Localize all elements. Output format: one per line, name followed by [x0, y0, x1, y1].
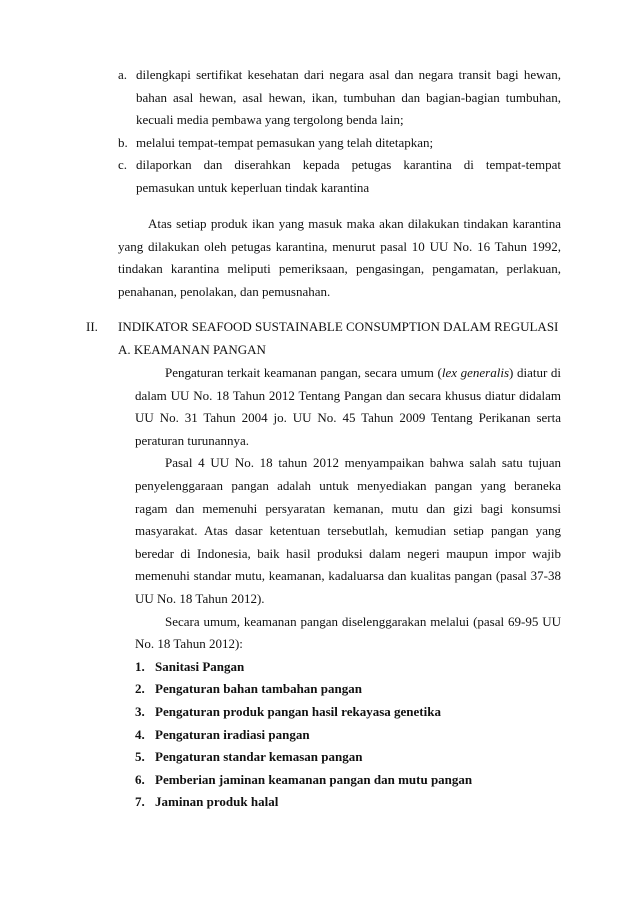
list-marker: 4.: [135, 726, 145, 742]
list-marker: 2.: [135, 681, 145, 697]
paragraph-pengaturan: [135, 362, 561, 452]
list-marker: 6.: [135, 771, 145, 787]
list-marker: 3.: [135, 703, 145, 719]
list-text: Jaminan produk halal: [155, 794, 279, 810]
subsection-title: KEAMANAN PANGAN: [133, 342, 266, 357]
list-marker: 5.: [135, 749, 145, 765]
italic-term: lex generalis: [441, 365, 510, 380]
list-marker: 7.: [135, 794, 145, 810]
list-item: [135, 701, 561, 724]
section-title: INDIKATOR SEAFOOD SUSTAINABLE CONSUMPTION DALAM REGULASI: [118, 319, 559, 334]
list-marker: 1.: [135, 658, 145, 674]
list-item: [135, 724, 561, 747]
paragraph-pasal-4: Pasal 4 UU No. 18 tahun 2012 menyampaikan bahwa salah satu tujuan penyelenggaraan pangan adalah untuk menyediakan pangan yang beraneka ragam dan memenuhi persyaratan kemanan, mutu dan gizi bagi konsumsi masyarakat. Atas dasar ketentuan tersebutlah, kemudian setiap pangan yang beredar di Indonesia, baik hasil produksi dalam negeri maupun impor wajib memenuhi standar mutu, keamanan, kadaluarsa dan kualitas pangan (pasal 37-38 UU No. 18 Tahun 2012).: [135, 455, 561, 606]
list-text: dilengkapi sertifikat kesehatan dari negara asal dan negara transit bagi hewan, bahan asal hewan, asal hewan, ikan, tumbuhan dan bagian-bagian tumbuhan, kecuali media pembawa yang tergolong benda lain;: [136, 67, 561, 128]
numbered-list: [135, 656, 561, 814]
list-item-c: [118, 154, 561, 199]
section-number: II.: [86, 319, 98, 334]
paragraph-karantina: Atas setiap produk ikan yang masuk maka akan dilakukan tindakan karantina yang dilakukan oleh petugas karantina, menurut pasal 10 UU No. 16 Tahun 1992, tindakan karantina meliputi pemeriksaan, pengasingan, pengamatan, perlakuan, penahanan, penolakan, dan pemusnahan.: [118, 216, 561, 299]
list-text: dilaporkan dan diserahkan kepada petugas karantina di tempat-tempat pemasukan untuk keperluan tindak karantina: [136, 157, 561, 195]
list-text: Sanitasi Pangan: [155, 658, 245, 674]
requirements-list: [118, 64, 561, 200]
list-item: [135, 656, 561, 679]
list-text: Pengaturan bahan tambahan pangan: [155, 681, 362, 697]
list-text: Pengaturan iradiasi pangan: [155, 726, 310, 742]
list-text: melalui tempat-tempat pemasukan yang telah ditetapkan;: [136, 134, 434, 150]
list-item: [135, 678, 561, 701]
list-item-b: [118, 132, 561, 155]
list-item: [135, 769, 561, 792]
list-text: Pengaturan produk pangan hasil rekayasa genetika: [155, 703, 441, 719]
subsection-body: [135, 362, 561, 814]
paragraph-text: ) diatur di dalam UU No. 18 Tahun 2012 Tentang Pangan dan secara khusus diatur didalam UU No. 31 Tahun 2004 jo. UU No. 45 Tahun 2009 Tentang Perikanan serta peraturan turunannya.: [135, 365, 561, 448]
paragraph-secara-umum: Secara umum, keamanan pangan diselenggarakan melalui (pasal 69-95 UU No. 18 Tahun 2012):: [135, 613, 561, 652]
list-text: Pemberian jaminan keamanan pangan dan mutu pangan: [155, 771, 473, 787]
list-marker: c.: [118, 157, 128, 173]
list-item-a: [118, 64, 561, 132]
subsection-marker: A.: [118, 342, 131, 357]
subsection-heading: [118, 339, 561, 362]
list-marker: b.: [118, 134, 128, 150]
list-item: [135, 791, 561, 814]
list-marker: a.: [118, 67, 128, 82]
list-text: Pengaturan standar kemasan pangan: [155, 749, 363, 765]
paragraph-text: Pengaturan terkait keamanan pangan, secara umum (: [165, 365, 442, 380]
list-item: [135, 746, 561, 769]
